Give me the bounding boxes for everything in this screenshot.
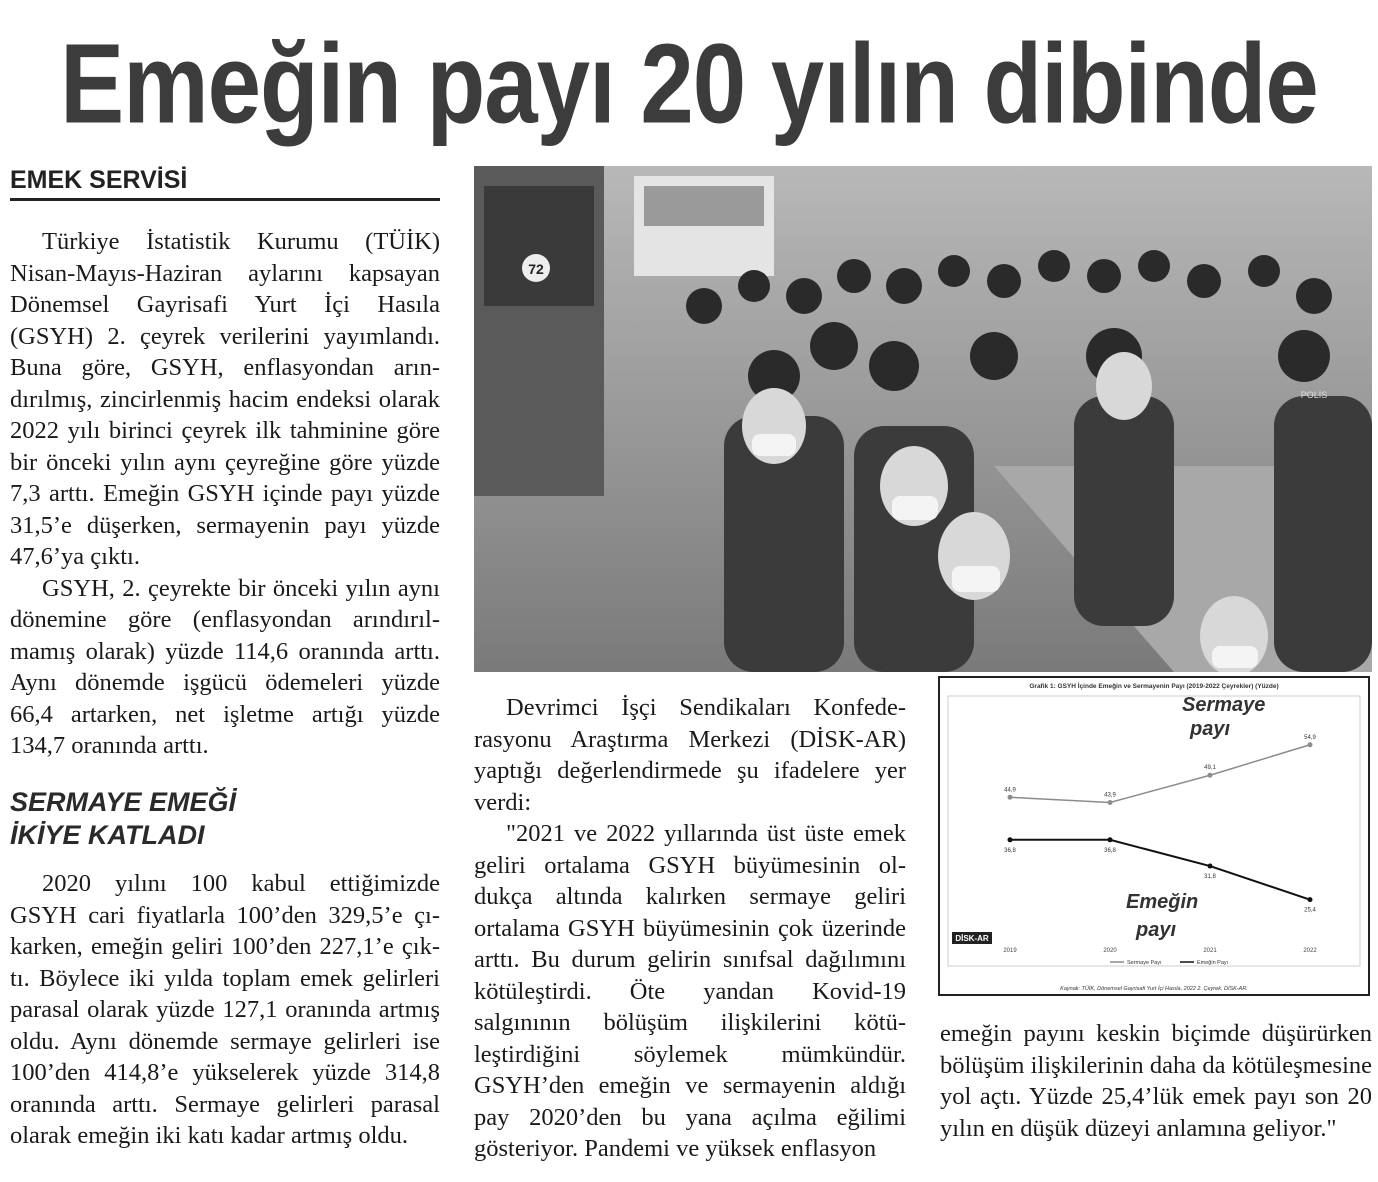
data-point [1008,837,1013,842]
legend-label: Emeğin Payı [1197,960,1229,966]
column-1-bottom [10,868,440,1152]
data-point [1208,773,1213,778]
paragraph: GSYH, 2. çeyrekte bir önceki yılın aynı dönemine göre (enflasyondan arındırılmamış olarak) yüzde 114,6 oranında arttı. Aynı dönemde işgücü ödemeleri yüzde 66,4 artarken, net işletme artığı yüzde 134,7 oranında arttı. [10,574,440,759]
line-chart [940,678,1368,994]
crowd-photo-illustration [474,166,1372,672]
data-point [1008,795,1013,800]
annotation-sermaye: Sermaye [1182,694,1266,716]
x-tick-label: 2020 [1103,948,1117,954]
annotation-emek-payi: payı [1136,919,1177,941]
subheading [10,786,440,852]
data-label: 44,9 [1004,787,1016,794]
x-tick-label: 2019 [1003,948,1017,954]
column-1-top [10,226,440,762]
data-label: 31,8 [1204,874,1216,881]
chart-title: Grafik 1: GSYH İçinde Emeğin ve Sermayenin Payı (2019-2022 Çeyrekler) (Yüzde) [1029,683,1279,690]
paragraph: Devrimci İşçi Sendikaları Konfederasyonu Araştırma Merkezi (DİSK-AR) yaptığı değerlendirmede şu ifadelere yer verdi: [474,694,906,816]
police-vest-text: POLİS [1300,390,1328,400]
paragraph: 2020 yılını 100 kabul ettiğimizde GSYH cari fiyatlarla 100’den 329,5’e çıkarken, emeğin geliri 100’den 227,1’e çıktı. Böylece iki yılda toplam emek gelirleri parasal olarak yüzde 127,1 oranında artmış oldu. Aynı dönemde sermaye gelirleri ise 100’den 414,8’e yükselerek yüzde 314,8 oranında arttı. Sermaye gelirleri parasal olarak emeğin iki katı kadar artmış oldu. [10,870,440,1149]
data-label: 25,4 [1304,907,1316,914]
paragraph: "2021 ve 2022 yıllarında üst üste emek geliri ortalama GSYH büyümesinin oldukça altında kalırken sermaye geliri ortalama GSYH büyümesinin çok üzerinde arttı. Bu durum gelirin sınıfsal dağılımını kötüleştirdi. Öte yandan Kovid-19 salgınının bölüşüm ilişkilerini kötüleştirdiğini söylemek mümkündür. GSYH’den emeğin ve sermayenin aldığı pay 2020’den bu yana açılma eğilimi gösteriyor. Pandemi ve yüksek enflasyon [474,820,906,1162]
column-3 [940,1018,1372,1144]
data-label: 43,9 [1104,792,1116,799]
news-photo [474,166,1372,672]
subheading-line: SERMAYE EMEĞİ [10,787,237,817]
bus-number: 72 [528,261,544,277]
disk-ar-logo-text: DİSK-AR [955,934,989,943]
annotation-emek: Emeğin [1126,891,1199,913]
data-point [1208,864,1213,869]
data-label: 49,1 [1204,765,1216,772]
data-label: 54,9 [1304,734,1316,741]
headline: Emeğin payı 20 yılın dibinde [60,20,1318,148]
data-point [1108,837,1113,842]
legend-label: Sermaye Payı [1127,960,1162,966]
subheading-line: İKİYE KATLADI [10,820,205,850]
x-tick-label: 2021 [1203,948,1217,954]
byline: EMEK SERVİSİ [10,166,440,201]
series-line-sermaye [1010,745,1310,803]
data-point [1108,800,1113,805]
data-label: 36,8 [1104,847,1116,854]
annotation-sermaye-payi: payı [1190,718,1231,740]
chart-source: Kaynak: TÜİK, Dönemsel Gayrisafi Yurt İçi Hasıla, 2022 2. Çeyrek. DİSK-AR. [1060,986,1248,992]
paragraph: Türkiye İstatistik Kurumu (TÜİK) Nisan-Mayıs-Haziran aylarını kapsayan Dönemsel Gayrisafi Yurt İçi Hasıla (GSYH) 2. çeyrek verilerini yayımlandı. Buna göre, GSYH, enflasyondan arındırılmış, zincirlenmiş hacim endeksi olarak 2022 yılı birinci çeyrek ilk tahminine göre bir önceki yılın aynı çeyreğine göre yüzde 7,3 arttı. Emeğin GSYH içinde payı yüzde 31,5’e düşerken, sermayenin payı yüzde 47,6’ya çıktı. [10,228,440,570]
data-point [1308,897,1313,902]
chart [938,676,1370,996]
column-2 [474,692,906,1165]
data-point [1308,742,1313,747]
data-label: 36,8 [1004,847,1016,854]
x-tick-label: 2022 [1303,948,1317,954]
paragraph: emeğin payını keskin biçimde düşürürken bölüşüm ilişkilerinin daha da kötüleşmesine yol açtı. Yüzde 25,4’lük emek payı son 20 yılın en düşük düzeyi anlamına geliyor." [940,1020,1372,1142]
